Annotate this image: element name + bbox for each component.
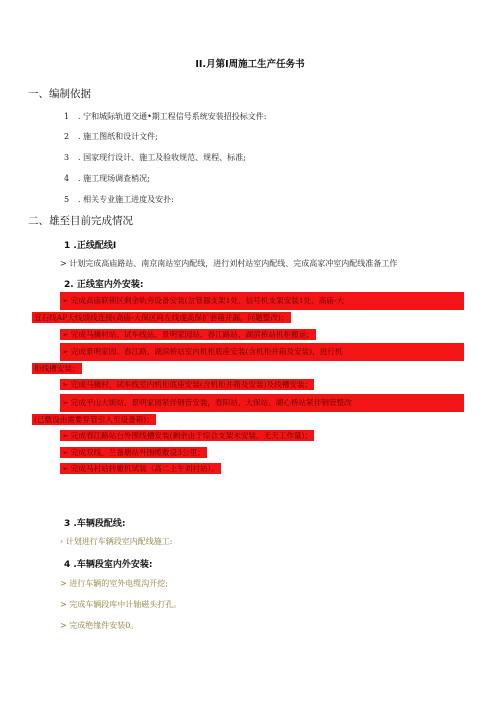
basis-item-1 [64, 111, 267, 122]
basis-item-5 [64, 194, 174, 205]
basis-item-text: . 宁和城际轨道交通•期工程信号系统安装招投标文件: [78, 112, 267, 121]
basis-item-text: . 施工现场调查梢况; [78, 174, 150, 183]
subsection-heading-mainline-install: 2. 正线室内外安装: [64, 280, 144, 290]
basis-item-text: . 施工图纸和设计文件; [78, 132, 158, 141]
basis-item-4 [64, 173, 150, 184]
task-line: ➢ 完成高庙联锁区剩余轨旁设备安装(岔管器支架1处、信号机支架安装1处、高庙-大 [60, 292, 460, 310]
basis-item-number: 5 [64, 195, 70, 204]
basis-item-number: 1 [64, 112, 70, 121]
depot-wiring-text: › 计划进行车辆段室内配线施工: [60, 537, 173, 546]
section-heading-basis: 一、编制依据 [28, 88, 91, 100]
task-line: ➢ 完成马骥村、试车线室内机柜底座安装(含机柜并箱及安装)及线槽安装； [62, 380, 313, 390]
depot-install-line-3: > 完成绝缘件安装0。 [60, 621, 139, 630]
section-heading-progress: 二、雄至目前完成情况 [28, 215, 133, 227]
task-line: ➢ 完成春江路站台外围线槽安装(剩余由于综合支架未安装，无天工作量)； [62, 431, 313, 441]
basis-item-number: 3 [64, 153, 70, 162]
page-title: II.月第I周施工生产任务书 [195, 59, 305, 70]
task-line: ➢ 完成马村站转辙机试装（高二上午刘村站）。 [62, 463, 219, 473]
basis-item-2 [64, 131, 158, 142]
depot-install-line-2: > 完成车辆段库中计轴磁头打孔。 [60, 600, 182, 609]
subsection-heading-depot-wiring: 3 .车辆段配线: [64, 519, 126, 529]
task-line: (已敷设由需要穿管引入至设备箱)； [34, 415, 154, 425]
task-line: ➢ 完成马骥村站、试车线站、景明家园站、春江路站、湖滨桥站机柜搬运； [62, 329, 314, 339]
subsection-heading-mainline-wiring: 1 .正线配线I [64, 241, 117, 251]
task-line: 宜石线AP天线馈线连接(高庙-大保区间左线虔高保扩套箱并漏，问题整改)； [34, 313, 289, 323]
task-line: ➢ 完成双线、兰备塘站外围缆敷设3公里； [62, 447, 205, 457]
basis-item-text: . 相关专业施工进度及安扑: [78, 195, 174, 204]
highlighted-task-list [34, 292, 460, 477]
basis-item-number: 2 [64, 132, 70, 141]
task-line: ➢ 完成景明家园、春江路、湖滨桥站室内机柜底座安装(含机柜并箱及安装)，进行机 [60, 343, 460, 361]
task-line: ➢ 完成平山大街站、景明家园紧伴钢管安装，春阳站、大保站、湖心桥站紧伴钢管整改 [60, 394, 460, 412]
basis-item-number: 4 [64, 174, 70, 183]
basis-item-text: . 国家现行设计、施工及验收规范、规程、标准; [78, 153, 246, 162]
task-line: 柜线槽安装； [34, 364, 80, 374]
mainline-wiring-text: > 计划完成高庙路站、南京南站室内配线，进行刘村站室内配线、完成高家冲室内配线准备工作 [60, 259, 398, 268]
subsection-heading-depot-install: 4 .车辆段室内外安装: [64, 560, 153, 570]
depot-install-line-1: > 进行车辆的室外电缆沟开挖; [60, 579, 168, 588]
basis-item-3 [64, 152, 246, 163]
